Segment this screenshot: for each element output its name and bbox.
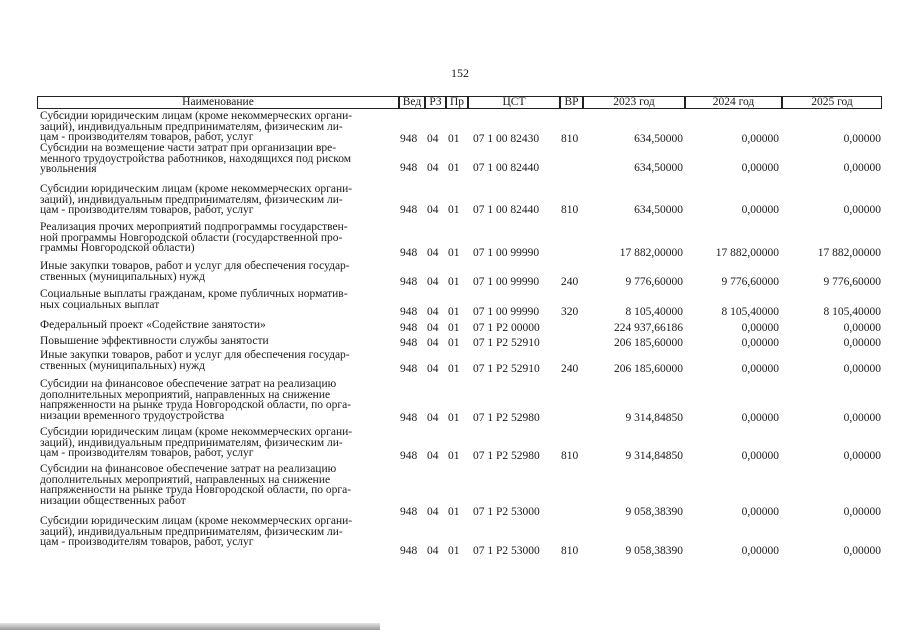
cell-2025: 0,00000 xyxy=(843,450,881,462)
page-number: 152 xyxy=(451,66,469,80)
cell-2023: 9 314,84850 xyxy=(625,412,683,424)
cell-pr: 01 xyxy=(448,204,460,216)
cell-rz: 04 xyxy=(427,337,439,349)
cell-ved: 948 xyxy=(400,162,418,174)
cell-ved: 948 xyxy=(400,276,418,288)
cell-name: Социальные выплаты гражданам, кроме публичных норматив- ных социальных выплат xyxy=(40,288,348,311)
cell-name: Реализация прочих мероприятий подпрограммы государствен- ной программы Новгородской области (государственной про- граммы Новгородской области) xyxy=(40,221,348,255)
header-ved: Вед xyxy=(399,96,425,109)
cell-cst: 07 1 00 99990 xyxy=(473,247,540,259)
cell-name: Субсидии юридическим лицам (кроме некоммерческих органи- заций), индивидуальным предпринимателям, физическим ли- цам - производителям товаров, работ, услуг xyxy=(40,515,353,549)
cell-2023: 634,50000 xyxy=(634,204,683,216)
cell-cst: 07 1 00 99990 xyxy=(473,306,540,318)
cell-pr: 01 xyxy=(448,133,460,145)
cell-vr: 810 xyxy=(561,133,579,145)
cell-pr: 01 xyxy=(448,162,460,174)
cell-ved: 948 xyxy=(400,450,418,462)
cell-2023: 8 105,40000 xyxy=(625,306,683,318)
cell-ved: 948 xyxy=(400,306,418,318)
cell-vr: 810 xyxy=(561,204,579,216)
cell-vr: 240 xyxy=(561,363,579,375)
cell-name: Иные закупки товаров, работ и услуг для обеспечения государ- ственных (муниципальных) нужд xyxy=(40,349,350,372)
cell-pr: 01 xyxy=(448,412,460,424)
cell-rz: 04 xyxy=(427,450,439,462)
cell-name: Субсидии на финансовое обеспечение затрат на реализацию дополнительных мероприятий, направленных на снижение напряженности на рынке труда Новгородской области, по орга- низации временного трудоустройства xyxy=(40,378,352,422)
cell-rz: 04 xyxy=(427,306,439,318)
cell-2024: 0,00000 xyxy=(741,204,779,216)
cell-name: Повышение эффективности службы занятости xyxy=(40,335,269,347)
cell-2025: 17 882,00000 xyxy=(817,247,881,259)
cell-pr: 01 xyxy=(448,450,460,462)
cell-rz: 04 xyxy=(427,322,439,334)
cell-2025: 0,00000 xyxy=(843,133,881,145)
cell-pr: 01 xyxy=(448,506,460,518)
cell-rz: 04 xyxy=(427,506,439,518)
cell-pr: 01 xyxy=(448,545,460,557)
cell-cst: 07 1 P2 52910 xyxy=(473,337,540,349)
cell-ved: 948 xyxy=(400,545,418,557)
cell-cst: 07 1 P2 52980 xyxy=(473,450,540,462)
cell-cst: 07 1 P2 52910 xyxy=(473,363,540,375)
cell-2025: 0,00000 xyxy=(843,204,881,216)
cell-ved: 948 xyxy=(400,133,418,145)
cell-2023: 224 937,66186 xyxy=(614,322,683,334)
cell-cst: 07 1 00 82440 xyxy=(473,204,540,216)
cell-ved: 948 xyxy=(400,204,418,216)
cell-2024: 9 776,60000 xyxy=(721,276,779,288)
header-name: Наименование xyxy=(37,96,399,109)
cell-cst: 07 1 P2 53000 xyxy=(473,506,540,518)
header-pr: Пр xyxy=(446,96,468,109)
cell-vr: 810 xyxy=(561,545,579,557)
scan-edge-shadow xyxy=(0,623,380,630)
cell-rz: 04 xyxy=(427,247,439,259)
header-rz: РЗ xyxy=(425,96,446,109)
cell-2023: 9 058,38390 xyxy=(625,506,683,518)
cell-pr: 01 xyxy=(448,276,460,288)
cell-name: Субсидии юридическим лицам (кроме некоммерческих органи- заций), индивидуальным предпринимателям, физическим ли- цам - производителям товаров, работ, услуг xyxy=(40,426,353,460)
cell-2023: 17 882,00000 xyxy=(619,247,683,259)
cell-ved: 948 xyxy=(400,412,418,424)
cell-cst: 07 1 00 82440 xyxy=(473,162,540,174)
cell-ved: 948 xyxy=(400,506,418,518)
cell-2024: 0,00000 xyxy=(741,506,779,518)
cell-2024: 0,00000 xyxy=(741,162,779,174)
cell-2023: 634,50000 xyxy=(634,162,683,174)
cell-rz: 04 xyxy=(427,363,439,375)
cell-2024: 0,00000 xyxy=(741,322,779,334)
cell-cst: 07 1 P2 52980 xyxy=(473,412,540,424)
cell-ved: 948 xyxy=(400,322,418,334)
cell-cst: 07 1 00 99990 xyxy=(473,276,540,288)
cell-rz: 04 xyxy=(427,276,439,288)
cell-2025: 0,00000 xyxy=(843,412,881,424)
cell-2025: 0,00000 xyxy=(843,545,881,557)
cell-name: Субсидии на возмещение части затрат при организации вре- менного трудоустройства работников, находящихся под риском увольнения xyxy=(40,142,352,176)
header-2023: 2023 год xyxy=(583,96,685,109)
cell-pr: 01 xyxy=(448,363,460,375)
cell-rz: 04 xyxy=(427,204,439,216)
cell-name: Субсидии юридическим лицам (кроме некоммерческих органи- заций), индивидуальным предпринимателям, физическим ли- цам - производителям товаров, работ, услуг xyxy=(40,110,353,144)
cell-2025: 0,00000 xyxy=(843,162,881,174)
cell-2025: 0,00000 xyxy=(843,363,881,375)
cell-2023: 206 185,60000 xyxy=(614,363,683,375)
cell-rz: 04 xyxy=(427,545,439,557)
cell-rz: 04 xyxy=(427,412,439,424)
header-cst: ЦСТ xyxy=(468,96,560,109)
cell-cst: 07 1 00 82430 xyxy=(473,133,540,145)
cell-cst: 07 1 P2 00000 xyxy=(473,322,540,334)
cell-2023: 206 185,60000 xyxy=(614,337,683,349)
cell-ved: 948 xyxy=(400,337,418,349)
cell-cst: 07 1 P2 53000 xyxy=(473,545,540,557)
cell-2023: 634,50000 xyxy=(634,133,683,145)
cell-2025: 9 776,60000 xyxy=(823,276,881,288)
cell-2024: 8 105,40000 xyxy=(721,306,779,318)
cell-2025: 0,00000 xyxy=(843,322,881,334)
cell-name: Субсидии на финансовое обеспечение затрат на реализацию дополнительных мероприятий, направленных на снижение напряженности на рынке труда Новгородской области, по орга- низации общественных работ xyxy=(40,463,352,507)
cell-rz: 04 xyxy=(427,162,439,174)
cell-2024: 0,00000 xyxy=(741,337,779,349)
cell-2023: 9 058,38390 xyxy=(625,545,683,557)
cell-ved: 948 xyxy=(400,247,418,259)
cell-2023: 9 776,60000 xyxy=(625,276,683,288)
cell-2024: 0,00000 xyxy=(741,450,779,462)
cell-name: Субсидии юридическим лицам (кроме некоммерческих органи- заций), индивидуальным предпринимателям, физическим ли- цам - производителям товаров, работ, услуг xyxy=(40,183,353,217)
cell-pr: 01 xyxy=(448,306,460,318)
cell-2024: 0,00000 xyxy=(741,412,779,424)
cell-2025: 8 105,40000 xyxy=(823,306,881,318)
header-vr: ВР xyxy=(560,96,583,109)
cell-2023: 9 314,84850 xyxy=(625,450,683,462)
cell-ved: 948 xyxy=(400,363,418,375)
cell-rz: 04 xyxy=(427,133,439,145)
cell-2024: 17 882,00000 xyxy=(715,247,779,259)
cell-pr: 01 xyxy=(448,247,460,259)
header-2024: 2024 год xyxy=(685,96,782,109)
cell-2025: 0,00000 xyxy=(843,506,881,518)
cell-vr: 240 xyxy=(561,276,579,288)
cell-2024: 0,00000 xyxy=(741,363,779,375)
cell-name: Иные закупки товаров, работ и услуг для обеспечения государ- ственных (муниципальных) нужд xyxy=(40,260,350,283)
cell-2024: 0,00000 xyxy=(741,133,779,145)
cell-pr: 01 xyxy=(448,337,460,349)
cell-pr: 01 xyxy=(448,322,460,334)
cell-name: Федеральный проект «Содействие занятости» xyxy=(40,319,266,331)
cell-vr: 320 xyxy=(561,306,579,318)
cell-vr: 810 xyxy=(561,450,579,462)
header-2025: 2025 год xyxy=(782,96,882,109)
cell-2024: 0,00000 xyxy=(741,545,779,557)
cell-2025: 0,00000 xyxy=(843,337,881,349)
